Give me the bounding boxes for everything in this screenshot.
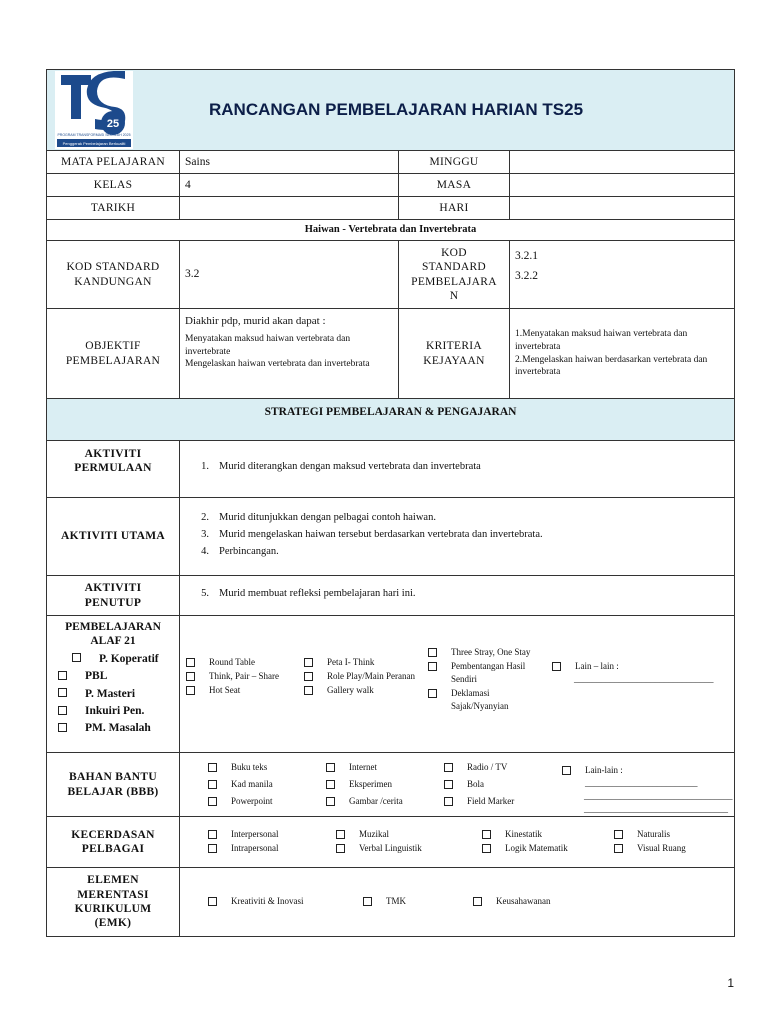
ts25-logo — [55, 71, 135, 149]
kecerdasan-col — [180, 828, 336, 856]
bbb-col — [320, 753, 438, 816]
checkbox[interactable] — [326, 763, 335, 772]
label-line: PENUTUP — [84, 596, 142, 609]
penutup-list — [185, 587, 729, 600]
activity-item — [185, 587, 729, 600]
checkbox-option[interactable] — [336, 842, 482, 855]
tarikh-value[interactable] — [180, 197, 399, 220]
pak21-label: ALAF 21 — [90, 635, 136, 648]
activity-text: Perbincangan. — [219, 546, 279, 558]
label-line: PEMBELAJARAN — [65, 354, 161, 367]
label-line: PERMULAAN — [74, 462, 152, 475]
checkbox-option[interactable] — [208, 778, 320, 791]
label-line: KEJAYAAN — [423, 354, 485, 367]
activity-item — [185, 460, 729, 473]
lain-line: _________________________________ — [584, 791, 733, 802]
checkbox-label: Radio / TV — [467, 762, 508, 772]
checkbox-label: Bola — [467, 779, 484, 790]
checkbox-label: Role Play/Main Peranan — [327, 671, 415, 682]
checkbox-label: Internet — [349, 762, 377, 772]
pak21-label-cell — [47, 616, 180, 753]
checkbox-label: Muzikal — [359, 828, 389, 839]
checkbox[interactable] — [428, 662, 437, 671]
checkbox-option[interactable] — [186, 684, 298, 697]
checkbox-label: Powerpoint — [231, 796, 273, 807]
checkbox-option[interactable] — [208, 895, 363, 908]
checkbox-label: Verbal Linguistik — [359, 843, 422, 853]
checkbox[interactable] — [58, 723, 67, 732]
sp-value: 3.2.1 — [515, 250, 538, 262]
activity-number: 1. — [201, 461, 209, 473]
checkbox-option[interactable] — [326, 761, 438, 774]
checkbox[interactable] — [186, 686, 195, 695]
checkbox[interactable] — [552, 662, 561, 671]
checkbox[interactable] — [208, 844, 217, 853]
kelas-value[interactable]: 4 — [180, 174, 399, 197]
label-line: N — [449, 289, 459, 302]
checkbox-label: Pembentangan Hasil Sendiri — [451, 661, 526, 685]
kod-standard-kandungan-value[interactable]: 3.2 — [180, 241, 399, 309]
bbb-label — [47, 753, 180, 817]
activity-item — [185, 545, 729, 558]
label-line: ELEMEN — [87, 874, 139, 887]
kecerdasan-label — [47, 817, 180, 868]
checkbox[interactable] — [336, 844, 345, 853]
checkbox-label: Inkuiri Pen. — [85, 704, 145, 717]
topic-title: Haiwan - Vertebrata dan Invertebrata — [47, 220, 735, 241]
checkbox-option[interactable] — [614, 828, 734, 841]
kod-standard-pembelajaran-label — [399, 241, 510, 309]
lain-line: _______________________________ — [574, 674, 714, 685]
bbb-col — [438, 753, 556, 816]
checkbox-label: Round Table — [209, 657, 255, 667]
checkbox[interactable] — [186, 672, 195, 681]
checkbox-option[interactable] — [428, 646, 546, 659]
kod-standard-pembelajaran-value[interactable] — [510, 241, 735, 309]
utama-list — [185, 511, 729, 558]
activity-text: Murid membuat refleksi pembelajaran hari ini. — [219, 587, 416, 599]
objektif-label — [47, 309, 180, 399]
checkbox-label: Kinestatik — [505, 828, 542, 839]
pak21-left-option[interactable] — [52, 652, 174, 666]
kriteria-label — [399, 309, 510, 399]
checkbox[interactable] — [208, 897, 217, 906]
checkbox-label: P. Masteri — [85, 687, 136, 700]
mata-pelajaran-label: MATA PELAJARAN — [47, 151, 180, 174]
checkbox[interactable] — [562, 766, 571, 775]
checkbox[interactable] — [473, 897, 482, 906]
lain-label: Lain-lain : _________________________ — [585, 765, 698, 789]
checkbox[interactable] — [614, 844, 623, 853]
activity-number: 3. — [201, 528, 209, 540]
label-line: PEMBELAJARA — [411, 275, 497, 288]
checkbox-label: Naturalis — [637, 828, 670, 839]
aktiviti-utama-label: AKTIVITI UTAMA — [47, 498, 180, 576]
checkbox[interactable] — [186, 658, 195, 667]
checkbox[interactable] — [614, 830, 623, 839]
lesson-plan-form — [46, 69, 734, 937]
checkbox[interactable] — [444, 797, 453, 806]
lain-label: Lain – lain : — [575, 661, 619, 671]
label-line: KANDUNGAN — [74, 275, 152, 288]
checkbox[interactable] — [304, 686, 313, 695]
checkbox-option[interactable] — [336, 828, 482, 841]
checkbox-label: PBL — [85, 670, 108, 683]
lain-line: ________________________________ — [584, 804, 728, 815]
checkbox-option[interactable] — [428, 687, 546, 713]
checkbox-option[interactable] — [363, 895, 473, 908]
kriteria-value[interactable] — [510, 309, 735, 399]
label-line: KOD — [441, 246, 467, 259]
checkbox-option[interactable] — [444, 795, 556, 808]
kecerdasan-col — [482, 828, 614, 856]
masa-value[interactable] — [510, 174, 735, 197]
checkbox-option[interactable] — [208, 761, 320, 774]
checkbox[interactable] — [326, 780, 335, 789]
label-line: AKTIVITI — [84, 448, 142, 460]
checkbox-label: Interpersonal — [231, 828, 279, 839]
checkbox[interactable] — [58, 706, 67, 715]
checkbox[interactable] — [208, 797, 217, 806]
activity-number: 2. — [201, 511, 209, 523]
checkbox-option[interactable] — [614, 842, 734, 855]
checkbox[interactable] — [482, 844, 491, 853]
label-line: STANDARD — [421, 261, 487, 274]
pak21-col — [422, 616, 546, 752]
label-line: MERENTASI — [77, 888, 149, 901]
checkbox-option[interactable] — [428, 660, 546, 686]
activity-item — [185, 511, 729, 524]
checkbox-label: Intrapersonal — [231, 843, 279, 853]
pak21-left-list — [52, 652, 174, 736]
checkbox-label: Think, Pair – Share — [209, 671, 279, 682]
label-line: BAHAN BANTU — [69, 771, 157, 784]
checkbox-label: P. Koperatif — [99, 652, 159, 665]
checkbox-option[interactable] — [186, 656, 298, 669]
checkbox-option[interactable] — [444, 778, 556, 791]
activity-item — [185, 528, 729, 541]
logo-caption-2: Penggerak Pembelajaran Berkualiti — [62, 141, 126, 146]
checkbox-label: Gallery walk — [327, 685, 374, 696]
aktiviti-penutup-label — [47, 576, 180, 616]
label-line: BELAJAR (BBB) — [67, 785, 159, 798]
checkbox-option[interactable] — [208, 842, 336, 855]
checkbox-option[interactable] — [482, 828, 614, 841]
minggu-label: MINGGU — [399, 151, 510, 174]
checkbox-label: Eksperimen — [349, 779, 392, 790]
header-row — [47, 70, 735, 151]
checkbox[interactable] — [428, 648, 437, 657]
hari-value[interactable] — [510, 197, 735, 220]
aktiviti-permulaan-content[interactable] — [180, 441, 735, 498]
kod-standard-kandungan-label — [47, 241, 180, 309]
activity-number: 5. — [201, 587, 209, 599]
checkbox[interactable] — [208, 780, 217, 789]
checkbox-label: Gambar /cerita — [349, 796, 403, 807]
checkbox[interactable] — [304, 658, 313, 667]
checkbox-label: Kreativiti & Inovasi — [231, 896, 304, 907]
checkbox-option[interactable] — [326, 778, 438, 791]
activity-number: 4. — [201, 546, 209, 558]
checkbox[interactable] — [58, 688, 67, 697]
checkbox[interactable] — [336, 830, 345, 839]
checkbox-option[interactable] — [208, 795, 320, 808]
checkbox-label: Deklamasi Sajak/Nyanyian — [451, 688, 509, 712]
pak21-col — [180, 616, 298, 752]
objektif-line: Mengelaskan haiwan vertebrata dan invertebrata — [185, 359, 370, 370]
activity-text: Murid mengelaskan haiwan tersebut berdasarkan vertebrata dan invertebrata. — [219, 528, 543, 540]
emk-list — [180, 868, 734, 936]
label-line: OBJEKTIF — [85, 340, 141, 353]
strategi-title: STRATEGI PEMBELAJARAN & PENGAJARAN — [47, 399, 735, 441]
checkbox-label: Field Marker — [467, 796, 515, 807]
checkbox-option[interactable] — [304, 656, 422, 669]
activity-text: Murid diterangkan dengan maksud vertebrata dan invertebrata — [219, 461, 481, 473]
checkbox[interactable] — [72, 653, 81, 662]
checkbox-option[interactable] — [482, 842, 614, 855]
checkbox-label: Kad manila — [231, 779, 273, 790]
page-title: RANCANGAN PEMBELAJARAN HARIAN TS25 — [209, 100, 584, 120]
bbb-options — [180, 753, 735, 817]
label-line: KURIKULUM — [74, 903, 152, 915]
masa-label: MASA — [399, 174, 510, 197]
kecerdasan-col — [614, 828, 734, 856]
activity-text: Murid ditunjukkan dengan pelbagai contoh haiwan. — [219, 511, 436, 523]
kelas-label: KELAS — [47, 174, 180, 197]
checkbox-label: PM. Masalah — [85, 722, 151, 735]
pak21-left-option[interactable] — [52, 704, 174, 718]
aktiviti-penutup-content[interactable] — [180, 576, 735, 616]
logo-number: 25 — [106, 118, 120, 130]
label-line: KECERDASAN — [71, 828, 155, 841]
checkbox[interactable] — [304, 672, 313, 681]
pak21-lain[interactable] — [546, 616, 734, 752]
pak21-options — [180, 616, 735, 753]
checkbox-label: Buku teks — [231, 762, 268, 772]
checkbox-option[interactable] — [304, 670, 422, 683]
bbb-col — [180, 753, 320, 816]
label-line: AKTIVITI — [84, 582, 142, 595]
checkbox-label: Keusahawanan — [496, 896, 551, 907]
emk-label — [47, 868, 180, 937]
label-line: KOD STANDARD — [66, 261, 160, 274]
aktiviti-permulaan-label — [47, 441, 180, 498]
hari-label: HARI — [399, 197, 510, 220]
checkbox[interactable] — [58, 671, 67, 680]
pak21-left-option[interactable] — [52, 687, 174, 701]
checkbox-option[interactable] — [304, 684, 422, 697]
checkbox[interactable] — [208, 830, 217, 839]
page-number: 1 — [727, 976, 734, 990]
checkbox-option[interactable] — [326, 795, 438, 808]
kriteria-line: 2.Mengelaskan haiwan berdasarkan vertebrata dan invertebrata — [515, 354, 708, 378]
emk-options — [180, 868, 735, 937]
pak21-left-option[interactable] — [52, 721, 174, 735]
logo-caption-1: PROGRAM TRANSFORMASI SEKOLAH 2025 — [57, 133, 131, 137]
pak21-label: PEMBELAJARAN — [65, 621, 161, 633]
checkbox-option[interactable] — [208, 828, 336, 841]
checkbox-label: Hot Seat — [209, 685, 241, 696]
lesson-plan-table — [46, 69, 735, 937]
aktiviti-utama-content[interactable] — [180, 498, 735, 576]
checkbox-option[interactable] — [444, 761, 556, 774]
permulaan-list — [185, 460, 729, 473]
checkbox-label: Visual Ruang — [637, 843, 686, 853]
objektif-value[interactable] — [180, 309, 399, 399]
checkbox-label: TMK — [386, 896, 406, 907]
bbb-lain[interactable] — [556, 753, 734, 816]
checkbox-label: Logik Matematik — [505, 843, 568, 853]
kecerdasan-options — [180, 817, 735, 868]
label-line: (EMK) — [94, 917, 132, 930]
checkbox[interactable] — [444, 780, 453, 789]
checkbox[interactable] — [208, 763, 217, 772]
pak21-left-option[interactable] — [52, 669, 174, 683]
checkbox[interactable] — [482, 830, 491, 839]
objektif-line: Menyatakan maksud haiwan vertebrata dan invertebrate — [185, 333, 351, 357]
kriteria-line: 1.Menyatakan maksud haiwan vertebrata dan invertebrata — [515, 328, 688, 352]
minggu-value[interactable] — [510, 151, 735, 174]
checkbox[interactable] — [326, 797, 335, 806]
label-line: PELBAGAI — [81, 843, 145, 855]
kecerdasan-col — [336, 828, 482, 856]
checkbox[interactable] — [444, 763, 453, 772]
label-line: KRITERIA — [425, 340, 483, 353]
checkbox-option[interactable] — [473, 895, 593, 908]
objektif-intro: Diakhir pdp, murid akan dapat : — [185, 315, 326, 327]
mata-pelajaran-value[interactable]: Sains — [180, 151, 399, 174]
checkbox[interactable] — [363, 897, 372, 906]
tarikh-label: TARIKH — [47, 197, 180, 220]
sp-value: 3.2.2 — [515, 270, 538, 283]
pak21-col — [298, 616, 422, 752]
checkbox-label: Peta I- Think — [327, 657, 375, 667]
checkbox[interactable] — [428, 689, 437, 698]
checkbox-option[interactable] — [186, 670, 298, 683]
checkbox-label: Three Stray, One Stay — [451, 647, 531, 657]
